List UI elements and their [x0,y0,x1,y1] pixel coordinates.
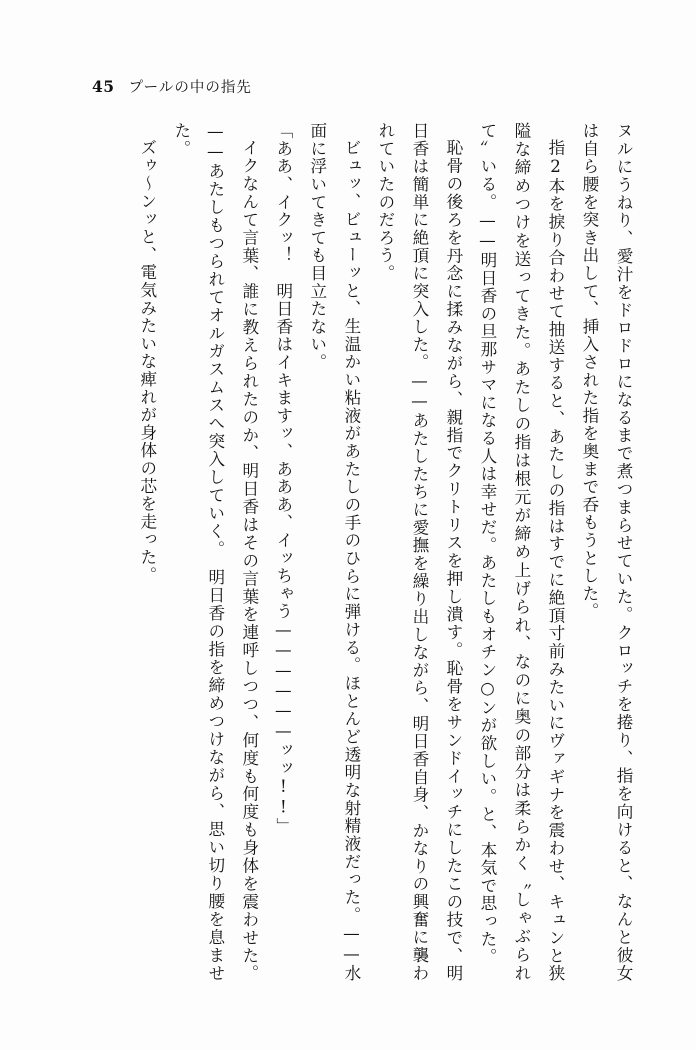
body-text [62,122,640,982]
running-head [92,76,252,97]
paragraph: ズゥ〜ンッと、電気みたいな痺れが身体の芯を走った。 [137,138,157,584]
paragraph: 指2本を捩り合わせて抽送すると、あたしの指はすでに絶頂寸前みたいにヴァギナを震わせ、キュンと狭隘な締めつけを送ってきた。あたしの指は根元が締め上げられ、なのに奥の部分は柔らかく〝しゃぶられて〟いる。——明日香の旦那サマになる人は幸せだ。あたしもオチン○ンが欲しい。と、本気で思った。 [477,122,565,982]
paragraph: 恥骨の後ろを丹念に揉みながら、親指でクリトリスを押し潰す。恥骨をサンドイッチにしたこの技で、明日香は簡単に絶頂に突入した。——あたしたちに愛撫を繰り出しながら、明日香自身、かなりの興奮に襲われていたのだろう。 [375,122,463,982]
chapter-title: プールの中の指先 [128,80,252,96]
paragraph: ビュッ、ビューッと、生温かい粘液があたしの手のひらに弾ける。ほとんど透明な射精液だった。——水面に浮いてきても目立たない。 [307,122,361,982]
page-number: 45 [92,77,115,96]
paragraph: ヌルにうねり、愛汁をドロドロになるまで煮つまらせていた。クロッチを捲り、指を向けると、なんと彼女は自ら腰を突き出して、挿入された指を奥まで呑もうとした。 [579,122,633,982]
paragraph-dialogue: 「ああ、イクッ！ 明日香はイキますッ、あああ、イッちゃう——————ッッ!!」 [273,122,293,836]
paragraph: イクなんて言葉、誰に教えられたのか、明日香はその言葉を連呼しつつ、何度も何度も身体を震わせた。——あたしもつられてオルガスムスへ突入していく。 明日香の指を締めつけながら、思い切り腰を息ませた。 [171,122,259,982]
